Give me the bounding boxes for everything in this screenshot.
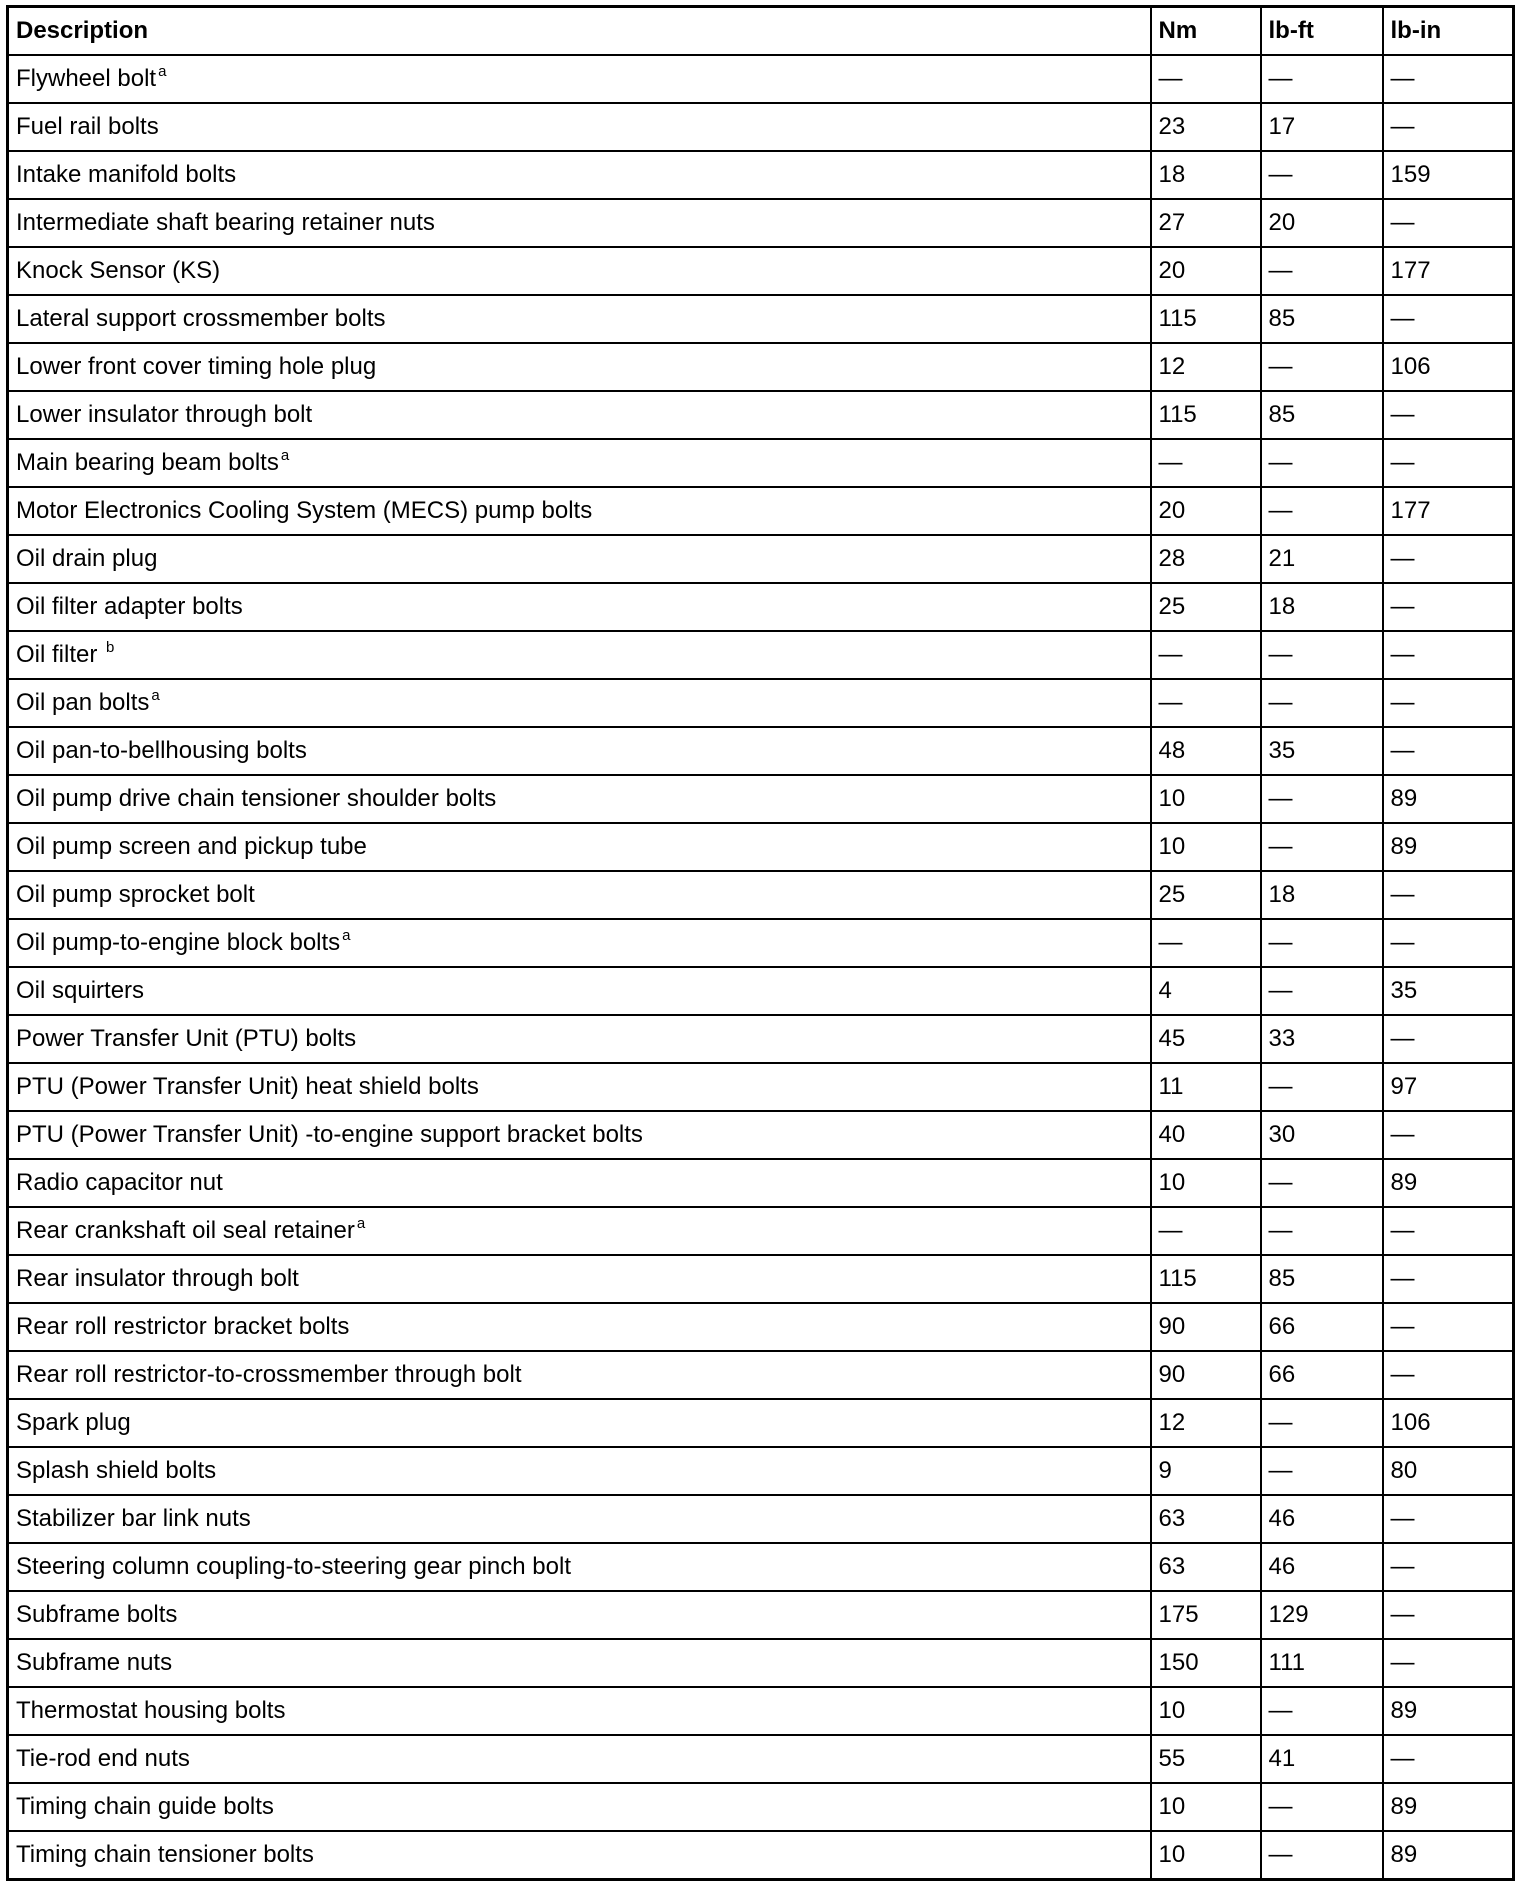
nm-cell: 10 bbox=[1151, 823, 1261, 871]
nm-cell: 150 bbox=[1151, 1639, 1261, 1687]
description-cell bbox=[8, 1207, 1151, 1255]
nm-cell: 10 bbox=[1151, 1159, 1261, 1207]
description-text: Oil pump-to-engine block bolts bbox=[16, 929, 341, 956]
lbft-cell: — bbox=[1261, 343, 1383, 391]
description-cell bbox=[8, 1831, 1151, 1880]
lbft-cell: 85 bbox=[1261, 391, 1383, 439]
description-cell bbox=[8, 295, 1151, 343]
table-row bbox=[8, 487, 1514, 535]
nm-cell: 25 bbox=[1151, 871, 1261, 919]
nm-cell: 90 bbox=[1151, 1351, 1261, 1399]
description-text: Tie-rod end nuts bbox=[16, 1745, 190, 1772]
lbft-cell: — bbox=[1261, 1687, 1383, 1735]
nm-cell: 12 bbox=[1151, 1399, 1261, 1447]
description-cell bbox=[8, 487, 1151, 535]
lbft-cell: 33 bbox=[1261, 1015, 1383, 1063]
description-text: Knock Sensor (KS) bbox=[16, 257, 221, 284]
nm-cell: 20 bbox=[1151, 247, 1261, 295]
lbin-cell: — bbox=[1383, 1735, 1514, 1783]
description-text: Fuel rail bolts bbox=[16, 113, 159, 140]
lbin-cell: 89 bbox=[1383, 775, 1514, 823]
lbin-cell: 159 bbox=[1383, 151, 1514, 199]
description-cell bbox=[8, 1495, 1151, 1543]
lbin-cell: — bbox=[1383, 1591, 1514, 1639]
lbft-cell: — bbox=[1261, 151, 1383, 199]
torque-specifications-table bbox=[6, 5, 1515, 1881]
description-text: Lower front cover timing hole plug bbox=[16, 353, 377, 380]
nm-cell: 45 bbox=[1151, 1015, 1261, 1063]
description-cell bbox=[8, 871, 1151, 919]
lbft-cell: — bbox=[1261, 1447, 1383, 1495]
description-text: Lower insulator through bolt bbox=[16, 401, 313, 428]
lbin-cell: 177 bbox=[1383, 487, 1514, 535]
table-row bbox=[8, 247, 1514, 295]
table-row bbox=[8, 439, 1514, 487]
lbft-cell: — bbox=[1261, 55, 1383, 103]
lbin-cell: — bbox=[1383, 391, 1514, 439]
table-row bbox=[8, 295, 1514, 343]
nm-cell: 10 bbox=[1151, 775, 1261, 823]
description-text: Rear roll restrictor-to-crossmember through bolt bbox=[16, 1361, 522, 1388]
nm-cell: 28 bbox=[1151, 535, 1261, 583]
table-row bbox=[8, 199, 1514, 247]
footnote-marker: a bbox=[342, 927, 351, 944]
nm-cell: 115 bbox=[1151, 391, 1261, 439]
table-row bbox=[8, 1015, 1514, 1063]
description-text: Power Transfer Unit (PTU) bolts bbox=[16, 1025, 357, 1052]
lbin-cell: — bbox=[1383, 55, 1514, 103]
lbft-cell: — bbox=[1261, 631, 1383, 679]
description-cell bbox=[8, 583, 1151, 631]
description-cell bbox=[8, 151, 1151, 199]
lbin-cell: — bbox=[1383, 1303, 1514, 1351]
lbft-cell: 111 bbox=[1261, 1639, 1383, 1687]
description-cell bbox=[8, 631, 1151, 679]
lbft-cell: 17 bbox=[1261, 103, 1383, 151]
lbin-cell: 89 bbox=[1383, 1159, 1514, 1207]
description-text: PTU (Power Transfer Unit) heat shield bolts bbox=[16, 1073, 479, 1100]
table-row bbox=[8, 1207, 1514, 1255]
table-row bbox=[8, 1159, 1514, 1207]
description-cell bbox=[8, 1735, 1151, 1783]
description-cell bbox=[8, 1111, 1151, 1159]
lbft-cell: — bbox=[1261, 247, 1383, 295]
lbin-cell: — bbox=[1383, 1639, 1514, 1687]
lbin-cell: 89 bbox=[1383, 1687, 1514, 1735]
header-description: Description bbox=[8, 7, 1151, 56]
nm-cell: 9 bbox=[1151, 1447, 1261, 1495]
table-row bbox=[8, 103, 1514, 151]
nm-cell: 48 bbox=[1151, 727, 1261, 775]
lbin-cell: — bbox=[1383, 103, 1514, 151]
table-row bbox=[8, 1831, 1514, 1880]
nm-cell: 63 bbox=[1151, 1495, 1261, 1543]
footnote-marker: b bbox=[106, 639, 115, 656]
description-cell bbox=[8, 199, 1151, 247]
lbin-cell: 177 bbox=[1383, 247, 1514, 295]
description-cell bbox=[8, 823, 1151, 871]
lbft-cell: — bbox=[1261, 679, 1383, 727]
lbin-cell: — bbox=[1383, 1207, 1514, 1255]
nm-cell: 10 bbox=[1151, 1687, 1261, 1735]
table-body bbox=[8, 55, 1514, 1880]
header-lbft: lb-ft bbox=[1261, 7, 1383, 56]
lbin-cell: — bbox=[1383, 1255, 1514, 1303]
header-lbin: lb-in bbox=[1383, 7, 1514, 56]
table-row bbox=[8, 535, 1514, 583]
nm-cell: 25 bbox=[1151, 583, 1261, 631]
description-cell bbox=[8, 679, 1151, 727]
lbin-cell: — bbox=[1383, 679, 1514, 727]
description-text: Motor Electronics Cooling System (MECS) pump bolts bbox=[16, 497, 593, 524]
lbft-cell: — bbox=[1261, 487, 1383, 535]
description-text: Subframe bolts bbox=[16, 1601, 178, 1628]
description-text: Stabilizer bar link nuts bbox=[16, 1505, 251, 1532]
description-cell bbox=[8, 1687, 1151, 1735]
lbft-cell: 46 bbox=[1261, 1495, 1383, 1543]
table-row bbox=[8, 823, 1514, 871]
description-text: Steering column coupling-to-steering gear pinch bolt bbox=[16, 1553, 571, 1580]
table-row bbox=[8, 1447, 1514, 1495]
lbft-cell: — bbox=[1261, 919, 1383, 967]
description-text: Spark plug bbox=[16, 1409, 131, 1436]
lbft-cell: — bbox=[1261, 1207, 1383, 1255]
lbin-cell: 106 bbox=[1383, 343, 1514, 391]
table-row bbox=[8, 55, 1514, 103]
description-cell bbox=[8, 439, 1151, 487]
header-row bbox=[8, 7, 1514, 56]
footnote-marker: a bbox=[158, 63, 167, 80]
table-row bbox=[8, 1783, 1514, 1831]
lbin-cell: 97 bbox=[1383, 1063, 1514, 1111]
nm-cell: — bbox=[1151, 919, 1261, 967]
lbft-cell: — bbox=[1261, 439, 1383, 487]
nm-cell: 115 bbox=[1151, 1255, 1261, 1303]
nm-cell: — bbox=[1151, 679, 1261, 727]
lbft-cell: 46 bbox=[1261, 1543, 1383, 1591]
description-text: Subframe nuts bbox=[16, 1649, 173, 1676]
nm-cell: 10 bbox=[1151, 1783, 1261, 1831]
description-text: Oil squirters bbox=[16, 977, 145, 1004]
description-cell bbox=[8, 1783, 1151, 1831]
table-row bbox=[8, 583, 1514, 631]
nm-cell: 18 bbox=[1151, 151, 1261, 199]
description-cell bbox=[8, 103, 1151, 151]
nm-cell: 12 bbox=[1151, 343, 1261, 391]
description-cell bbox=[8, 1399, 1151, 1447]
description-cell bbox=[8, 247, 1151, 295]
lbin-cell: — bbox=[1383, 583, 1514, 631]
description-cell bbox=[8, 967, 1151, 1015]
description-cell bbox=[8, 1015, 1151, 1063]
lbft-cell: 66 bbox=[1261, 1303, 1383, 1351]
lbin-cell: — bbox=[1383, 727, 1514, 775]
nm-cell: 4 bbox=[1151, 967, 1261, 1015]
nm-cell: 10 bbox=[1151, 1831, 1261, 1880]
description-text: Rear crankshaft oil seal retainer bbox=[16, 1217, 355, 1244]
description-cell bbox=[8, 727, 1151, 775]
table-row bbox=[8, 1591, 1514, 1639]
description-text: Splash shield bolts bbox=[16, 1457, 217, 1484]
lbin-cell: 89 bbox=[1383, 823, 1514, 871]
lbft-cell: 35 bbox=[1261, 727, 1383, 775]
lbft-cell: — bbox=[1261, 775, 1383, 823]
nm-cell: — bbox=[1151, 631, 1261, 679]
table-row bbox=[8, 1639, 1514, 1687]
description-text: Radio capacitor nut bbox=[16, 1169, 223, 1196]
table-row bbox=[8, 1735, 1514, 1783]
lbft-cell: 20 bbox=[1261, 199, 1383, 247]
table-row bbox=[8, 1687, 1514, 1735]
lbft-cell: 66 bbox=[1261, 1351, 1383, 1399]
nm-cell: 115 bbox=[1151, 295, 1261, 343]
lbin-cell: — bbox=[1383, 295, 1514, 343]
lbin-cell: 35 bbox=[1383, 967, 1514, 1015]
lbft-cell: 30 bbox=[1261, 1111, 1383, 1159]
nm-cell: 175 bbox=[1151, 1591, 1261, 1639]
table-row bbox=[8, 1255, 1514, 1303]
lbin-cell: — bbox=[1383, 439, 1514, 487]
lbin-cell: — bbox=[1383, 199, 1514, 247]
nm-cell: — bbox=[1151, 439, 1261, 487]
lbft-cell: 129 bbox=[1261, 1591, 1383, 1639]
description-text: Oil pump screen and pickup tube bbox=[16, 833, 367, 860]
description-cell bbox=[8, 391, 1151, 439]
lbft-cell: — bbox=[1261, 1159, 1383, 1207]
table-row bbox=[8, 727, 1514, 775]
lbin-cell: 89 bbox=[1383, 1783, 1514, 1831]
table-row bbox=[8, 1303, 1514, 1351]
description-text: Intake manifold bolts bbox=[16, 161, 237, 188]
table-row bbox=[8, 679, 1514, 727]
table-row bbox=[8, 775, 1514, 823]
description-cell bbox=[8, 919, 1151, 967]
lbft-cell: — bbox=[1261, 823, 1383, 871]
table-row bbox=[8, 631, 1514, 679]
footnote-marker: a bbox=[356, 1215, 366, 1232]
nm-cell: 40 bbox=[1151, 1111, 1261, 1159]
footnote-marker: a bbox=[151, 687, 160, 704]
description-cell bbox=[8, 1351, 1151, 1399]
table-row bbox=[8, 391, 1514, 439]
description-text: Timing chain tensioner bolts bbox=[16, 1841, 314, 1868]
description-text: Lateral support crossmember bolts bbox=[16, 305, 386, 332]
nm-cell: 63 bbox=[1151, 1543, 1261, 1591]
lbin-cell: — bbox=[1383, 535, 1514, 583]
description-text: Oil filter adapter bolts bbox=[16, 593, 243, 620]
lbin-cell: — bbox=[1383, 1351, 1514, 1399]
nm-cell: 27 bbox=[1151, 199, 1261, 247]
table-row bbox=[8, 919, 1514, 967]
description-text: Flywheel bolt bbox=[16, 65, 157, 92]
table-row bbox=[8, 1351, 1514, 1399]
description-cell bbox=[8, 1447, 1151, 1495]
lbin-cell: — bbox=[1383, 1543, 1514, 1591]
description-cell bbox=[8, 1255, 1151, 1303]
nm-cell: 20 bbox=[1151, 487, 1261, 535]
lbft-cell: — bbox=[1261, 1399, 1383, 1447]
lbin-cell: 106 bbox=[1383, 1399, 1514, 1447]
lbin-cell: — bbox=[1383, 631, 1514, 679]
lbin-cell: — bbox=[1383, 1015, 1514, 1063]
description-text: Oil filter bbox=[16, 641, 105, 668]
table-row bbox=[8, 151, 1514, 199]
nm-cell: 90 bbox=[1151, 1303, 1261, 1351]
lbft-cell: 41 bbox=[1261, 1735, 1383, 1783]
description-text: Main bearing beam bolts bbox=[16, 449, 279, 476]
description-text: Oil pump sprocket bolt bbox=[16, 881, 255, 908]
lbft-cell: — bbox=[1261, 967, 1383, 1015]
description-cell bbox=[8, 535, 1151, 583]
description-text: Intermediate shaft bearing retainer nuts bbox=[16, 209, 435, 236]
nm-cell: 11 bbox=[1151, 1063, 1261, 1111]
nm-cell: — bbox=[1151, 1207, 1261, 1255]
lbin-cell: — bbox=[1383, 871, 1514, 919]
description-cell bbox=[8, 1063, 1151, 1111]
description-cell bbox=[8, 1159, 1151, 1207]
nm-cell: 55 bbox=[1151, 1735, 1261, 1783]
description-cell bbox=[8, 55, 1151, 103]
description-text: Rear roll restrictor bracket bolts bbox=[16, 1313, 350, 1340]
description-cell bbox=[8, 1303, 1151, 1351]
lbft-cell: — bbox=[1261, 1831, 1383, 1880]
lbft-cell: 18 bbox=[1261, 871, 1383, 919]
description-text: PTU (Power Transfer Unit) -to-engine support bracket bolts bbox=[16, 1121, 643, 1148]
lbft-cell: 85 bbox=[1261, 295, 1383, 343]
nm-cell: 23 bbox=[1151, 103, 1261, 151]
description-cell bbox=[8, 343, 1151, 391]
footnote-marker: a bbox=[280, 447, 290, 464]
table-row bbox=[8, 343, 1514, 391]
lbin-cell: — bbox=[1383, 1495, 1514, 1543]
table-row bbox=[8, 1399, 1514, 1447]
table-row bbox=[8, 967, 1514, 1015]
lbin-cell: 89 bbox=[1383, 1831, 1514, 1880]
description-cell bbox=[8, 775, 1151, 823]
lbin-cell: — bbox=[1383, 1111, 1514, 1159]
description-text: Oil pan bolts bbox=[16, 689, 150, 716]
description-text: Oil pump drive chain tensioner shoulder bolts bbox=[16, 785, 497, 812]
table-row bbox=[8, 871, 1514, 919]
lbin-cell: — bbox=[1383, 919, 1514, 967]
description-cell bbox=[8, 1591, 1151, 1639]
lbft-cell: 21 bbox=[1261, 535, 1383, 583]
lbft-cell: 85 bbox=[1261, 1255, 1383, 1303]
header-nm: Nm bbox=[1151, 7, 1261, 56]
table-row bbox=[8, 1495, 1514, 1543]
table-row bbox=[8, 1543, 1514, 1591]
description-text: Thermostat housing bolts bbox=[16, 1697, 286, 1724]
table-row bbox=[8, 1063, 1514, 1111]
nm-cell: — bbox=[1151, 55, 1261, 103]
description-text: Timing chain guide bolts bbox=[16, 1793, 274, 1820]
lbin-cell: 80 bbox=[1383, 1447, 1514, 1495]
description-cell bbox=[8, 1543, 1151, 1591]
lbft-cell: — bbox=[1261, 1783, 1383, 1831]
description-text: Oil pan-to-bellhousing bolts bbox=[16, 737, 307, 764]
description-cell bbox=[8, 1639, 1151, 1687]
description-text: Rear insulator through bolt bbox=[16, 1265, 299, 1292]
description-text: Oil drain plug bbox=[16, 545, 158, 572]
table-row bbox=[8, 1111, 1514, 1159]
lbft-cell: — bbox=[1261, 1063, 1383, 1111]
lbft-cell: 18 bbox=[1261, 583, 1383, 631]
